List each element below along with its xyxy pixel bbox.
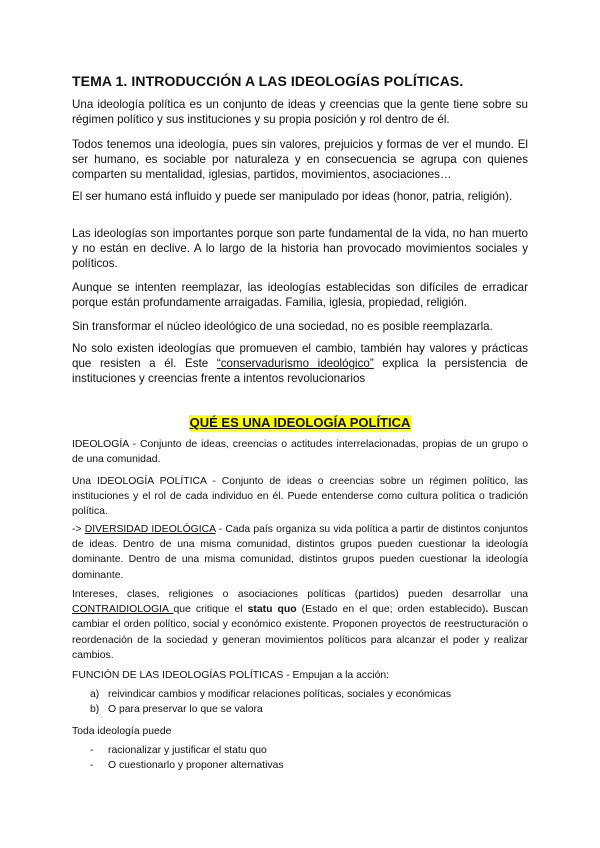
section-heading-wrap — [72, 414, 528, 432]
intro-paragraph-2: Todos tenemos una ideología, pues sin valores, prejuicios y formas de ver el mundo. El ser humano, es sociable por naturaleza y en consecuencia se agrupa con quienes comparten su mentalidad, iglesias, partidos, movimientos, asociaciones… — [72, 138, 528, 182]
paragraph-text: No solo existen ideologías que promueven el cambio, también hay valores y prácticas que resisten a él. Este — [72, 342, 528, 371]
funcion-heading: FUNCIÓN DE LAS IDEOLOGÍAS POLÍTICAS - Empujan a la acción: — [72, 670, 390, 681]
conservadurismo-paragraph — [72, 341, 528, 387]
intro-paragraph-4: Las ideologías son importantes porque son parte fundamental de la vida, no han muerto y no están en declive. A lo largo de la historia han provocado movimientos sociales y políticos. — [72, 227, 528, 271]
list-item — [90, 703, 451, 718]
list-item-text: O cuestionarlo y proponer alternativas — [108, 759, 284, 771]
list-marker: - — [90, 759, 94, 771]
diversidad-term: DIVERSIDAD IDEOLÓGICA — [84, 524, 216, 535]
paragraph-text: Buscan cambiar el orden político, social y económico existente. Proponen proyectos de reestructuración o reordenación de la sociedad y generan movimientos políticos para alcanzar el poder y realizar cambios. — [72, 604, 528, 661]
intro-paragraph-6: Sin transformar el núcleo ideológico de una sociedad, no es posible reemplazarla. — [72, 320, 493, 333]
toda-heading: Toda ideología puede — [72, 726, 172, 737]
paragraph-text: explica la persistencia de instituciones y creencias frente a intentos revolucionarios — [72, 357, 529, 386]
diversidad-paragraph — [72, 522, 528, 583]
paragraph-text: (Estado en el que; orden establecido) — [296, 604, 486, 616]
paragraph-period: . — [485, 604, 489, 616]
toda-list — [90, 744, 284, 773]
ideologia-politica-definition: Una IDEOLOGÍA POLÍTICA - Conjunto de ideas o creencias sobre un régimen político, las instituciones y el rol de cada individuo en él. Puede entenderse como cultura política o tradición política. — [72, 476, 528, 518]
contraideologia-term: CONTRAIDIOLOGIA — [72, 604, 174, 616]
funcion-list — [90, 688, 451, 717]
list-marker: a) — [90, 689, 100, 700]
contraideologia-paragraph — [72, 587, 528, 663]
conservadurismo-term: “conservadurismo ideológico” — [216, 357, 374, 371]
intro-paragraph-3: El ser humano está influido y puede ser manipulado por ideas (honor, patria, religión). — [72, 190, 513, 203]
intro-paragraph-5: Aunque se intenten reemplazar, las ideologías establecidas son difíciles de erradicar porque están profundamente arraigadas. Familia, iglesia, propiedad, religión. — [72, 281, 528, 310]
list-item — [90, 759, 284, 774]
arrow-marker: -> — [72, 524, 85, 535]
list-item — [90, 688, 451, 703]
paragraph-text: - Cada país organiza su vida política a partir de distintos conjuntos de ideas. Dentro de una misma comunidad, distintos grupos pueden cuestionar la ideología dominante. Dentro de una misma comunidad, distintos grupos pueden cuestionar la ideología dominante. — [72, 524, 529, 581]
list-marker: b) — [90, 703, 100, 715]
statu-quo-term: statu quo — [247, 604, 297, 616]
paragraph-text: Intereses, clases, religiones o asociaciones políticas (partidos) pueden desarrollar una — [72, 589, 528, 600]
paragraph-text: que critique el — [173, 604, 248, 616]
list-item — [90, 744, 284, 759]
intro-paragraph-1: Una ideología política es un conjunto de ideas y creencias que la gente tiene sobre su régimen político y sus instituciones y su propia posición y rol dentro de él. — [72, 98, 528, 127]
list-item-text: racionalizar y justificar el statu quo — [108, 745, 267, 756]
page-title: TEMA 1. INTRODUCCIÓN A LAS IDEOLOGÍAS POLÍTICAS. — [72, 73, 464, 89]
list-item-text: reivindicar cambios y modificar relaciones políticas, sociales y económicas — [108, 689, 452, 700]
section-heading: QUÉ ES UNA IDEOLOGÍA POLÍTICA — [189, 415, 411, 430]
list-marker: - — [90, 745, 94, 756]
list-item-text: O para preservar lo que se valora — [108, 703, 263, 715]
ideologia-definition: IDEOLOGÍA - Conjunto de ideas, creencias o actitudes interrelacionadas, propias de un grupo o de una comunidad. — [72, 439, 528, 466]
